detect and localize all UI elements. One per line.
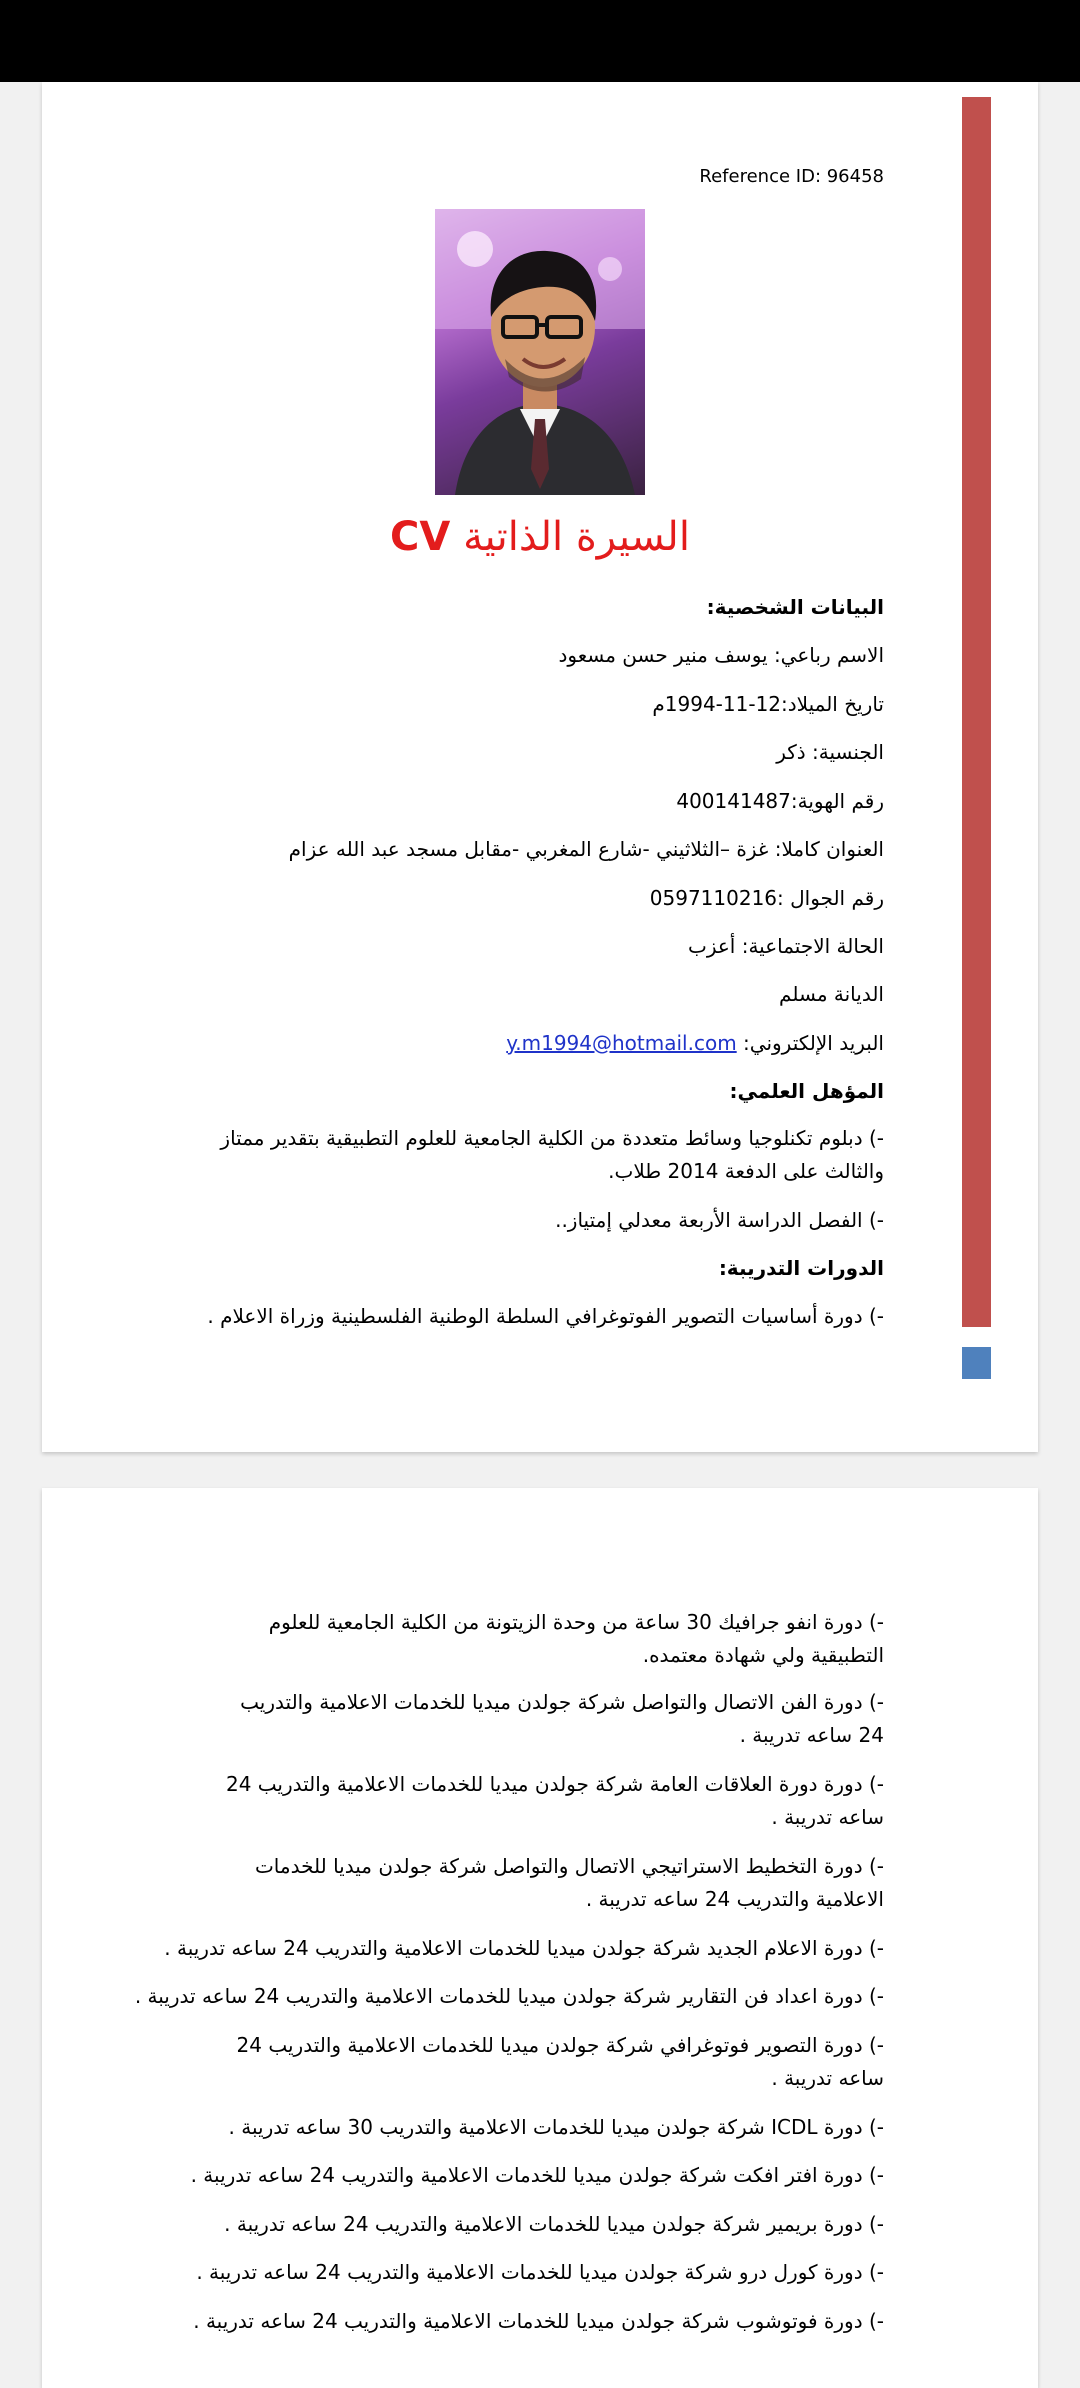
- course-item: -) دورة الفن الاتصال والتواصل شركة جولدن ميديا للخدمات الاعلامية والتدريب 24 ساعه تدريبة .: [240, 1690, 884, 1747]
- personal-birth: تاريخ الميلاد:12-11-1994م: [652, 692, 884, 716]
- course-item: -) دورة فوتوشوب شركة جولدن ميديا للخدمات الاعلامية والتدريب 24 ساعه تدريبة .: [193, 2309, 884, 2333]
- personal-mobile: رقم الجوال :0597110216: [649, 886, 884, 910]
- personal-name: الاسم رباعي: يوسف منير حسن مسعود: [558, 643, 884, 667]
- courses-heading: الدورات التدريبة:: [718, 1256, 884, 1280]
- education-item: -) دبلوم تكنلوجيا وسائط متعددة من الكلية الجامعية للعلوم التطبيقية بتقدير ممتاز والثالث على الدفعة 2014 طلاب.: [220, 1126, 884, 1183]
- cv-title: [42, 514, 1038, 560]
- personal-gender: الجنسية: ذكر: [776, 740, 884, 764]
- decorative-blue-square: [962, 1347, 991, 1379]
- cv-title-arabic: السيرة الذاتية: [463, 514, 690, 560]
- personal-heading: البيانات الشخصية:: [706, 595, 884, 619]
- personal-address: العنوان كاملا: غزة –الثلاثيني -شارع المغربي -مقابل مسجد عبد الله عزام: [288, 837, 884, 861]
- course-item: -) دورة انفو جرافيك 30 ساعة من وحدة الزيتونة من الكلية الجامعية للعلوم التطبيقية ولي شهادة معتمده.: [268, 1610, 884, 1667]
- course-item: -) دورة التخطيط الاستراتيجي الاتصال والتواصل شركة جولدن ميديا للخدمات الاعلامية والتدريب 24 ساعه تدريبة .: [254, 1854, 884, 1911]
- personal-religion: الديانة مسلم: [779, 982, 884, 1006]
- course-item: -) دورة دورة العلاقات العامة شركة جولدن ميديا للخدمات الاعلامية والتدريب 24 ساعه تدريبة .: [225, 1772, 884, 1829]
- course-item: -) دورة بريمير شركة جولدن ميديا للخدمات الاعلامية والتدريب 24 ساعه تدريبة .: [224, 2212, 884, 2236]
- course-item: -) دورة افتر افكت شركة جولدن ميديا للخدمات الاعلامية والتدريب 24 ساعه تدريبة .: [190, 2163, 884, 2187]
- course-item: -) دورة التصوير فوتوغرافي شركة جولدن ميديا للخدمات الاعلامية والتدريب 24 ساعه تدريبة .: [236, 2033, 884, 2090]
- portrait-illustration: [435, 209, 645, 495]
- course-item: -) دورة اعداد فن التقارير شركة جولدن ميديا للخدمات الاعلامية والتدريب 24 ساعه تدريبة .: [134, 1984, 884, 2008]
- decorative-red-bar: [962, 97, 991, 1327]
- reference-id: Reference ID: 96458: [699, 166, 884, 187]
- course-item: -) دورة أساسيات التصوير الفوتوغرافي السلطة الوطنية الفلسطينية وزراة الاعلام .: [207, 1304, 884, 1328]
- personal-email-row: [506, 1027, 884, 1060]
- course-item: -) دورة ICDL شركة جولدن ميديا للخدمات الاعلامية والتدريب 30 ساعه تدريبة .: [228, 2115, 884, 2139]
- document-page-1: [42, 82, 1038, 1452]
- education-heading: المؤهل العلمي:: [729, 1079, 884, 1103]
- email-link[interactable]: y.m1994@hotmail.com: [506, 1031, 737, 1055]
- top-black-bar: [0, 0, 1080, 82]
- cv-title-latin: CV: [390, 514, 451, 560]
- document-page-2: [42, 1488, 1038, 2388]
- course-item: -) دورة كورل درو شركة جولدن ميديا للخدمات الاعلامية والتدريب 24 ساعه تدريبة .: [196, 2260, 884, 2284]
- personal-marital: الحالة الاجتماعية: أعزب: [688, 934, 884, 958]
- course-item: -) دورة الاعلام الجديد شركة جولدن ميديا للخدمات الاعلامية والتدريب 24 ساعه تدريبة .: [164, 1936, 884, 1960]
- personal-id: رقم الهوية:400141487: [676, 789, 884, 813]
- education-item: -) الفصل الدراسة الأربعة معدلي إمتياز..: [555, 1208, 884, 1232]
- profile-photo: [435, 209, 645, 495]
- email-label: البريد الإلكتروني:: [736, 1031, 884, 1055]
